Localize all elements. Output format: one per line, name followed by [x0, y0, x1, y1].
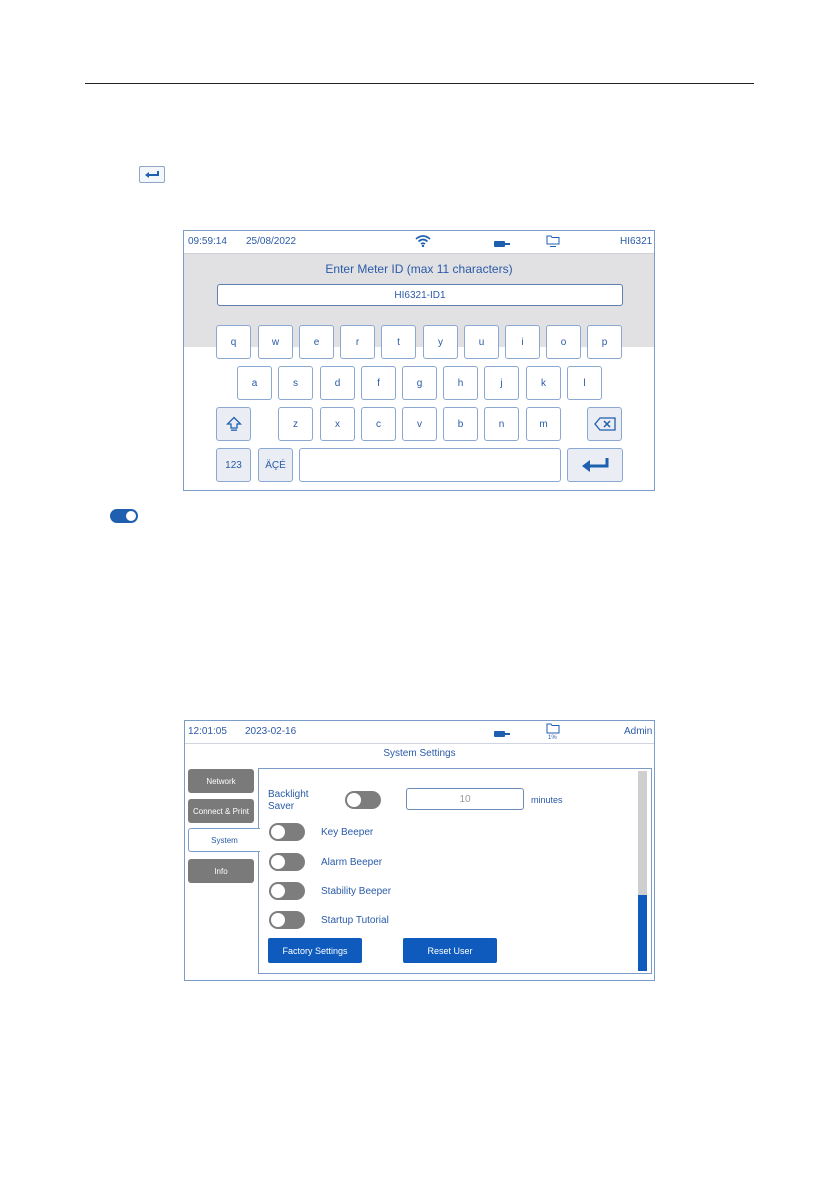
key-f[interactable]: f: [361, 366, 396, 400]
key-n[interactable]: n: [484, 407, 519, 441]
status-date: 2023-02-16: [245, 726, 297, 737]
key-e[interactable]: e: [299, 325, 334, 359]
reset-user-button[interactable]: Reset User: [403, 938, 497, 963]
toggle-on-icon: [110, 509, 138, 523]
minutes-unit: minutes: [531, 795, 563, 805]
tab-connect-print[interactable]: Connect & Print: [188, 799, 254, 823]
key-c[interactable]: c: [361, 407, 396, 441]
folder-icon: [546, 234, 560, 251]
key-beeper-toggle[interactable]: [269, 823, 305, 841]
tab-system[interactable]: System: [188, 828, 260, 852]
key-p[interactable]: p: [587, 325, 622, 359]
enter-key[interactable]: [567, 448, 623, 482]
key-l[interactable]: l: [567, 366, 602, 400]
page-header-rule: [85, 83, 754, 84]
input-title: Enter Meter ID (max 11 characters): [325, 262, 513, 276]
shift-icon: [226, 416, 242, 432]
key-a[interactable]: a: [237, 366, 272, 400]
shift-key[interactable]: [216, 407, 251, 441]
status-bar: [184, 231, 654, 253]
key-r[interactable]: r: [340, 325, 375, 359]
key-v[interactable]: v: [402, 407, 437, 441]
startup-tutorial-toggle[interactable]: [269, 911, 305, 929]
space-key[interactable]: [299, 448, 561, 482]
status-date: 25/08/2022: [246, 236, 297, 247]
backlight-label-line2: Saver: [268, 801, 295, 812]
factory-settings-button[interactable]: Factory Settings: [268, 938, 362, 963]
key-k[interactable]: k: [526, 366, 561, 400]
wifi-icon: [415, 235, 431, 250]
stability-beeper-toggle[interactable]: [269, 882, 305, 900]
key-o[interactable]: o: [546, 325, 581, 359]
accent-key[interactable]: ÄÇÉ: [258, 448, 293, 482]
key-w[interactable]: w: [258, 325, 293, 359]
stability-beeper-label: Stability Beeper: [321, 886, 392, 897]
key-beeper-label: Key Beeper: [321, 827, 374, 838]
settings-scrollbar[interactable]: [638, 771, 647, 971]
key-g[interactable]: g: [402, 366, 437, 400]
key-b[interactable]: b: [443, 407, 478, 441]
meter-label: HI6321: [620, 236, 653, 247]
status-time: 12:01:05: [188, 726, 227, 737]
meter-id-input[interactable]: HI6321-ID1: [217, 284, 623, 306]
scrollbar-thumb[interactable]: [638, 895, 647, 971]
enter-icon: [580, 456, 610, 474]
user-label: Admin: [624, 726, 653, 737]
system-settings-screen: [184, 720, 655, 981]
meter-id-keyboard-screen: [183, 230, 655, 491]
alarm-beeper-label: Alarm Beeper: [321, 857, 383, 868]
backlight-minutes-input[interactable]: 10: [406, 788, 524, 810]
key-t[interactable]: t: [381, 325, 416, 359]
backlight-saver-label: [268, 789, 309, 813]
key-s[interactable]: s: [278, 366, 313, 400]
storage-percent: 1%: [548, 735, 557, 741]
startup-tutorial-label: Startup Tutorial: [321, 915, 389, 926]
key-x[interactable]: x: [320, 407, 355, 441]
key-u[interactable]: u: [464, 325, 499, 359]
alarm-beeper-toggle[interactable]: [269, 853, 305, 871]
key-h[interactable]: h: [443, 366, 478, 400]
input-header: [184, 253, 654, 347]
backlight-label-line1: Backlight: [268, 789, 309, 800]
key-i[interactable]: i: [505, 325, 540, 359]
backspace-key[interactable]: [587, 407, 622, 441]
status-time: 09:59:14: [188, 236, 227, 247]
key-z[interactable]: z: [278, 407, 313, 441]
probe-icon: [494, 729, 510, 740]
system-settings-panel: [258, 768, 652, 974]
key-j[interactable]: j: [484, 366, 519, 400]
key-q[interactable]: q: [216, 325, 251, 359]
enter-key-icon: [139, 166, 165, 183]
backlight-saver-toggle[interactable]: [345, 791, 381, 809]
key-d[interactable]: d: [320, 366, 355, 400]
status-bar: [185, 721, 654, 743]
probe-icon: [494, 239, 510, 250]
numeric-key[interactable]: 123: [216, 448, 251, 482]
tab-info[interactable]: Info: [188, 859, 254, 883]
tab-network[interactable]: Network: [188, 769, 254, 793]
settings-title: System Settings: [185, 743, 654, 763]
key-y[interactable]: y: [423, 325, 458, 359]
backspace-icon: [594, 417, 616, 431]
key-m[interactable]: m: [526, 407, 561, 441]
